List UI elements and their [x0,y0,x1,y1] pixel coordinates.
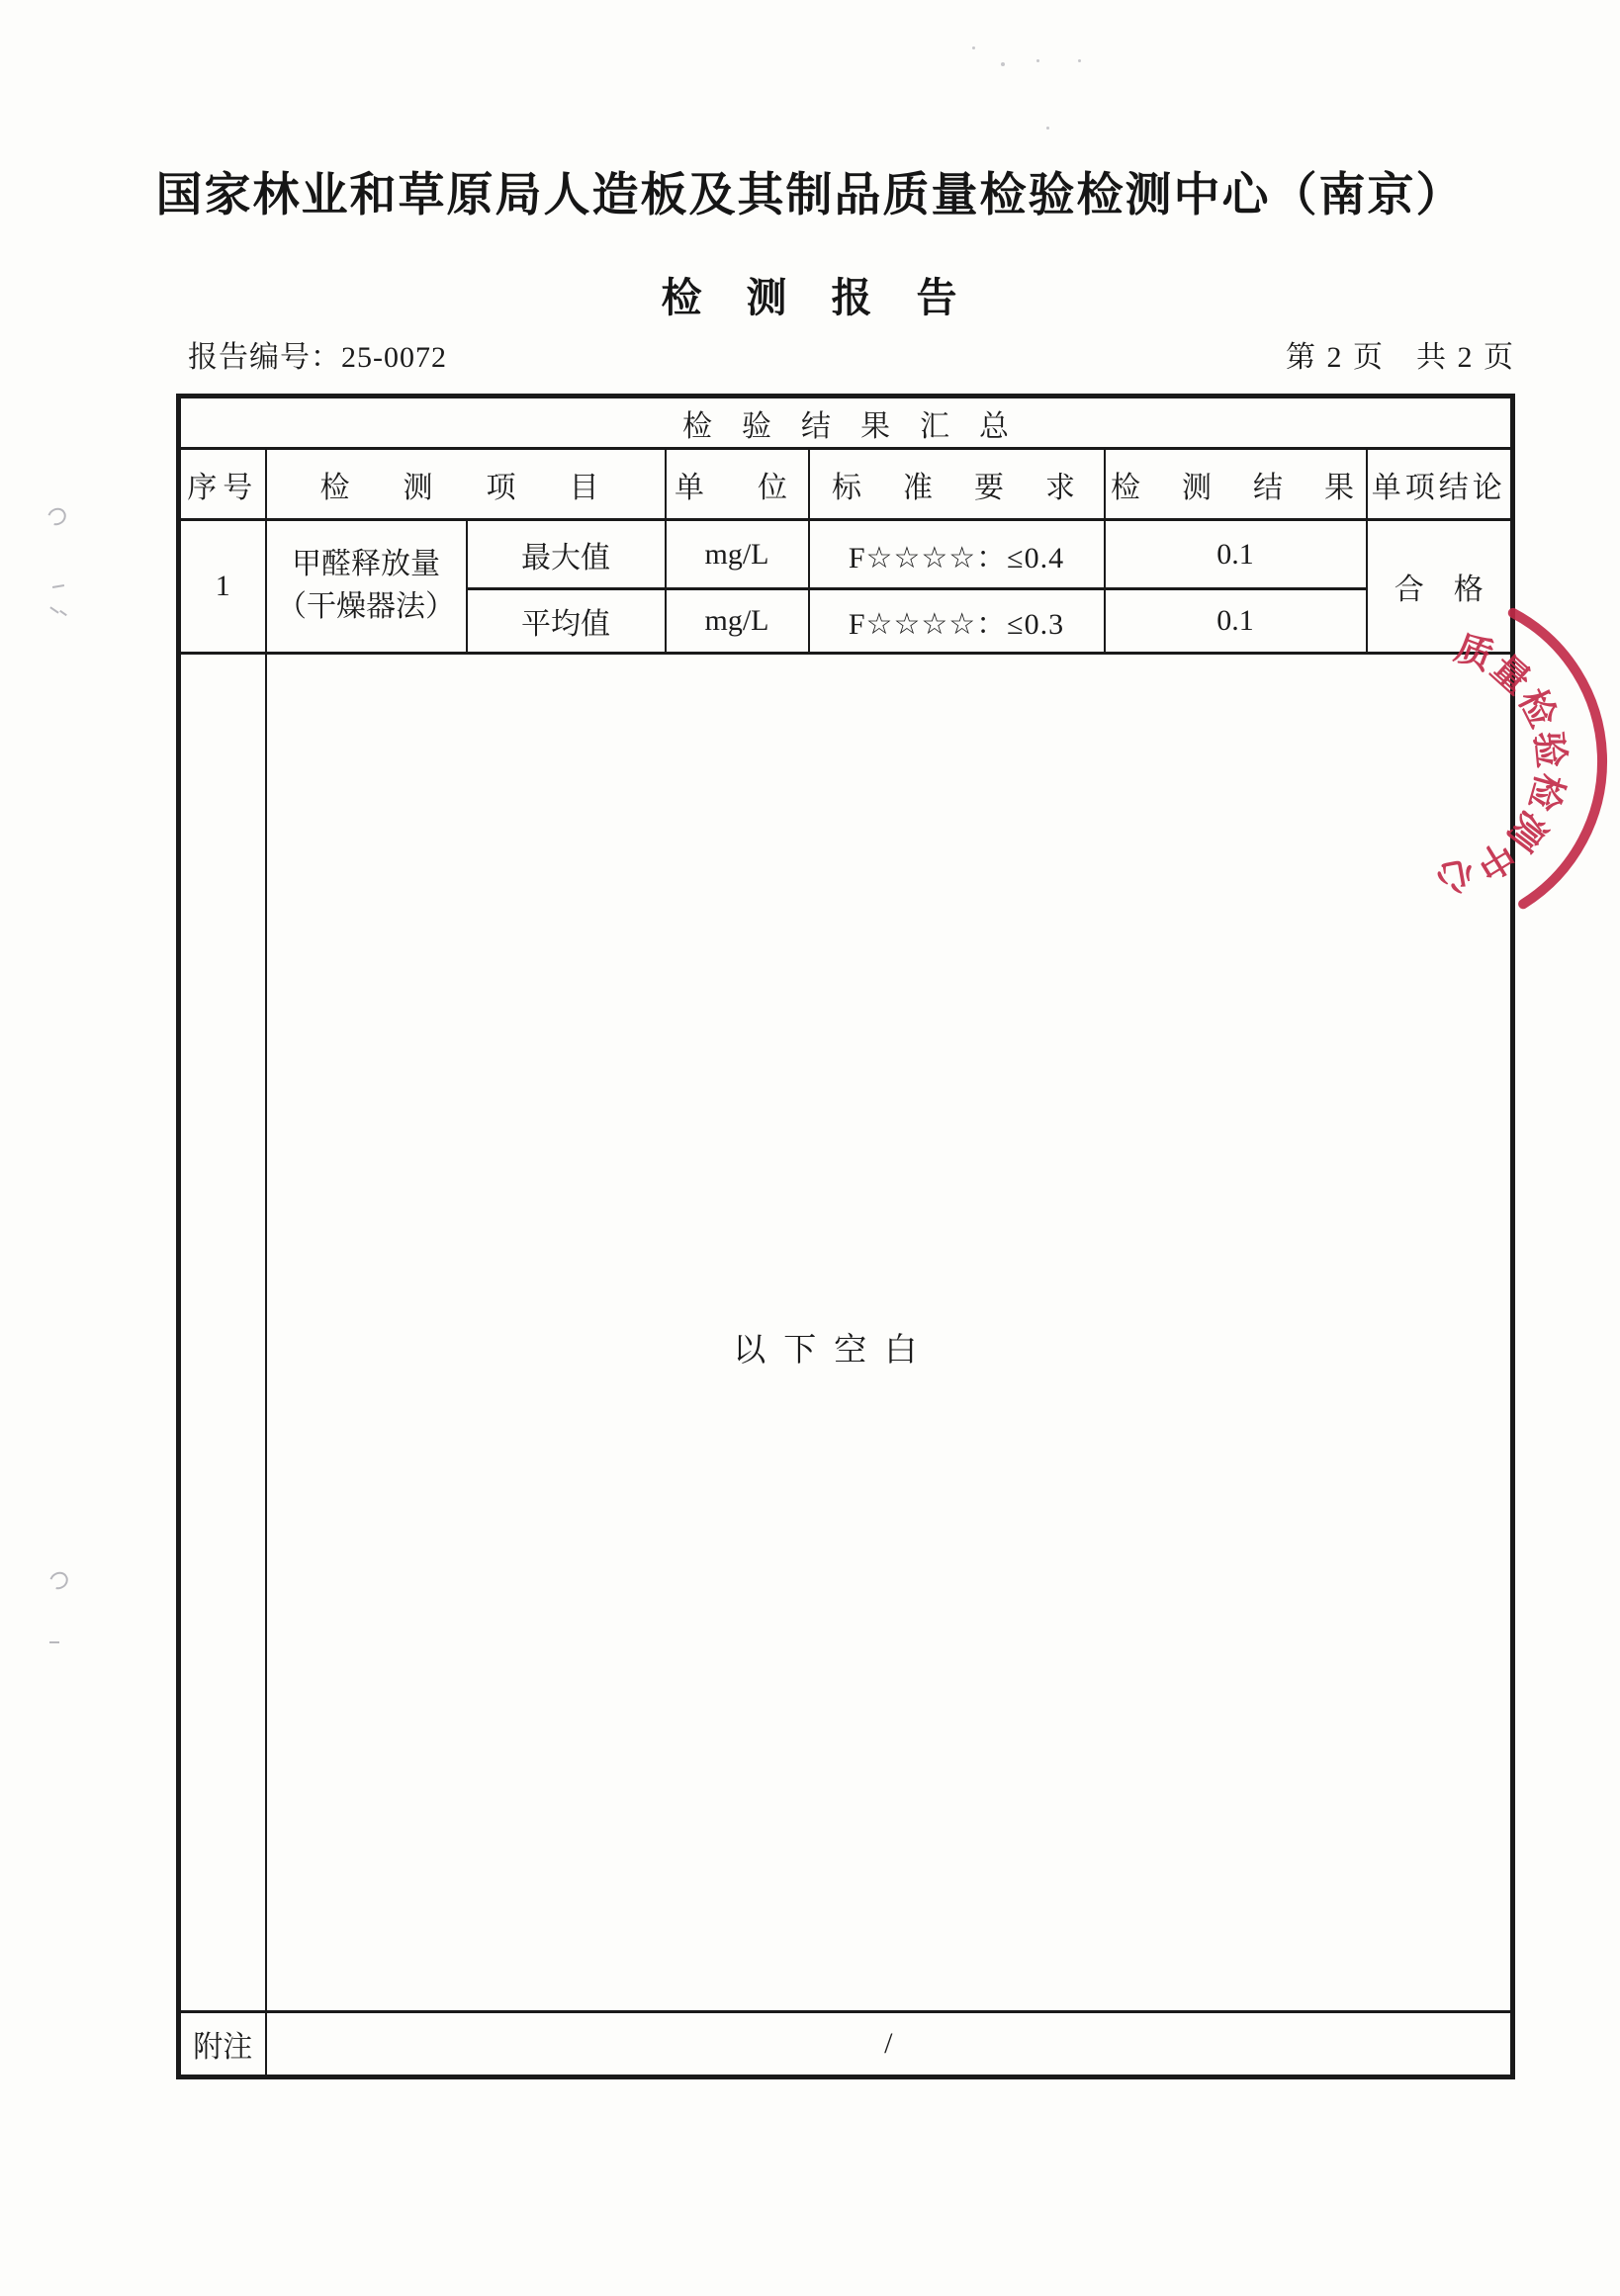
official-stamp [1340,569,1620,964]
cell-item [266,520,467,654]
scan-artifact [972,46,975,49]
report-title: 检 测 报 告 [661,275,959,320]
scan-artifact [52,584,64,588]
cell-blank-area [266,654,1513,2012]
stamp-text: 质量检验检测中心 [1431,626,1573,900]
cell-unit: mg/L [666,589,809,654]
cell-result: 0.1 [1105,589,1367,654]
header-row [179,449,1513,520]
item-name: 甲醛释放量 [292,548,440,581]
cell-requirement: F☆☆☆☆：≤0.3 [809,589,1105,654]
footnote-label: 附注 [179,2012,266,2077]
cell-param: 最大值 [467,520,666,589]
item-method: （干燥器法） [277,590,455,623]
cell-param: 平均值 [467,589,666,654]
col-requirement: 标 准 要 求 [809,449,1105,520]
footnote-row [179,2012,1513,2077]
scan-artifact [49,606,58,613]
org-title: 国家林业和草原局人造板及其制品质量检验检测中心（南京） [155,168,1465,221]
page-indicator: 第 2 页 共 2 页 [1286,341,1515,374]
report-number-value: 25-0072 [341,341,447,374]
col-unit: 单 位 [666,449,809,520]
col-result: 检 测 结 果 [1105,449,1367,520]
scan-artifact [1001,62,1005,66]
blank-row [179,654,1513,2012]
scan-artifact [49,1641,59,1643]
table-row [179,520,1513,589]
cell-conclusion: 合 格 [1367,520,1513,654]
cell-result: 0.1 [1105,520,1367,589]
blank-note: 以下空白 [733,1333,936,1369]
scan-artifact [59,610,67,616]
col-conclusion: 单项结论 [1367,449,1513,520]
cell-requirement: F☆☆☆☆：≤0.4 [809,520,1105,589]
cell-serial: 1 [179,520,266,654]
scan-artifact [1046,127,1049,130]
section-title-row [179,397,1513,449]
cell-empty-left [179,654,266,2012]
results-table [176,394,1515,2079]
scan-artifact [1036,59,1039,62]
section-title: 检 验 结 果 汇 总 [179,397,1513,449]
scan-artifact [46,1568,71,1592]
scan-artifact [45,504,69,528]
footnote-value: / [266,2012,1513,2077]
col-item: 检 测 项 目 [266,449,666,520]
col-serial: 序号 [179,449,266,520]
cell-unit: mg/L [666,520,809,589]
report-number-label: 报告编号： [188,341,341,374]
report-number [188,332,447,376]
scan-artifact [1078,59,1081,62]
